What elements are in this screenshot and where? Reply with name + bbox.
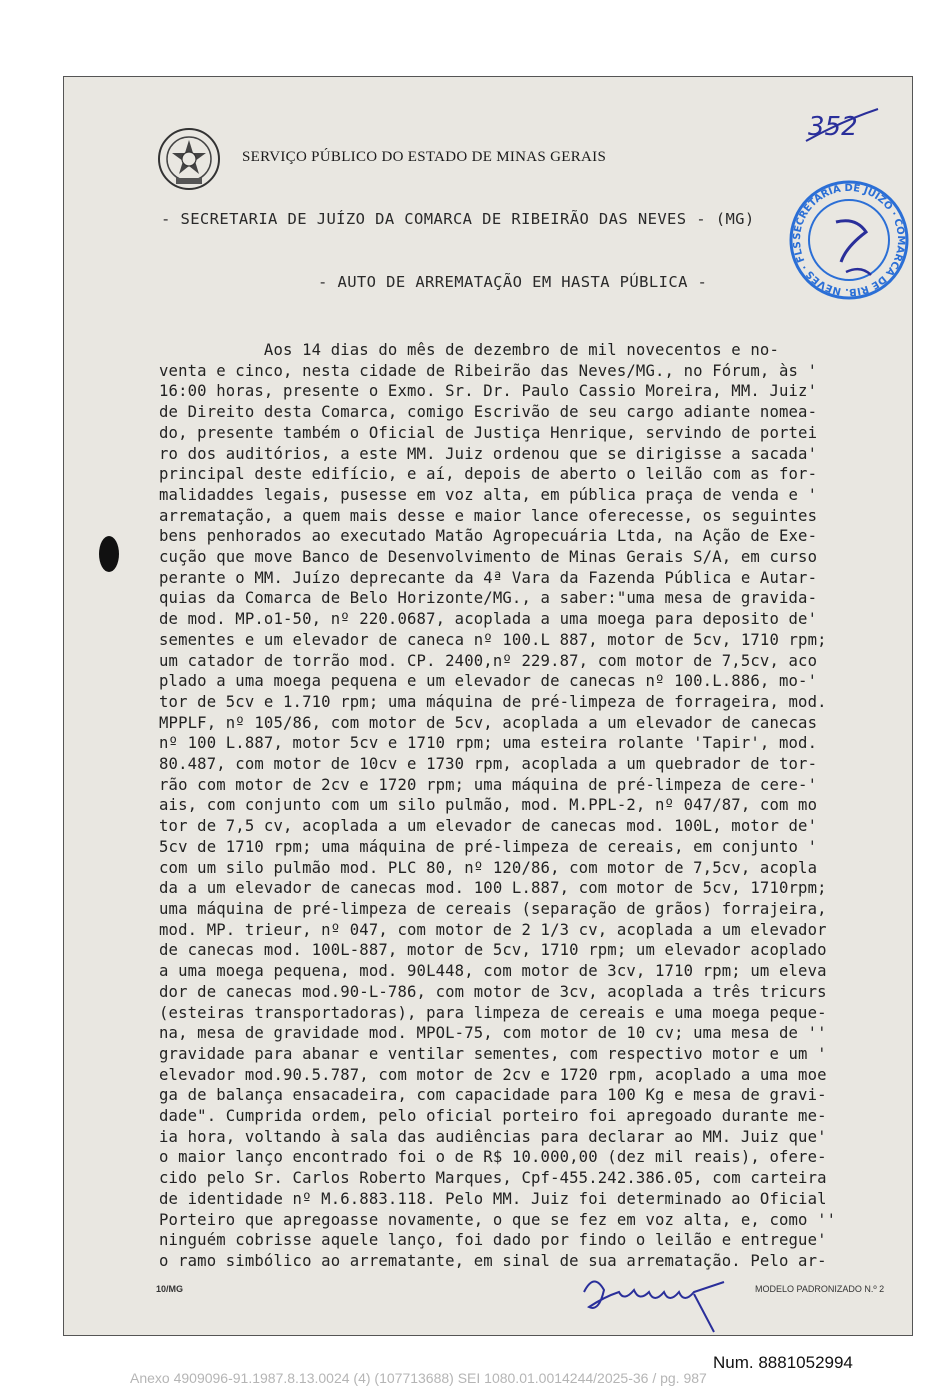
body-line: um catador de torrão mod. CP. 2400,nº 229.87, com motor de 7,5cv, aco [159, 651, 818, 670]
body-line: na, mesa de gravidade mod. MPOL-75, com motor de 10 cv; uma mesa de '' [159, 1024, 827, 1043]
body-line: Aos 14 dias do mês de dezembro de mil novecentos e no- [159, 341, 779, 359]
body-line: tor de 5cv e 1.710 rpm; uma máquina de pré-limpeza de forrageira, mod. [159, 692, 827, 711]
body-line: quias da Comarca de Belo Horizonte/MG., a saber:"uma mesa de gravida- [159, 589, 818, 608]
body-line: dor de canecas mod.90-L-786, com motor de 3cv, acoplada a três tricurs [159, 982, 827, 1001]
body-line: elevador mod.90.5.787, com motor de 2cv e 1720 rpm, acoplado a uma moe [159, 1065, 827, 1084]
body-line: bens penhorados ao executado Matão Agropecuária Ltda, na Ação de Exe- [159, 527, 818, 546]
body-line: principal deste edifício, e aí, depois de aberto o leilão com as for- [159, 465, 818, 484]
body-line: 5cv de 1710 rpm; uma máquina de pré-limpeza de cereais, em conjunto ' [159, 837, 818, 856]
body-line: mod. MP. trieur, nº 047, com motor de 2 1/3 cv, acoplada a um elevador [159, 920, 827, 939]
footer-model-label: MODELO PADRONIZADO N.º 2 [755, 1284, 885, 1294]
margin-ink-blot [96, 532, 122, 576]
body-line: de identidade nº M.6.883.118. Pelo MM. Juiz foi determinado ao Oficial [159, 1189, 827, 1208]
handwritten-page-number-text: 352 [808, 112, 858, 142]
body-line: o maior lanço encontrado foi o de R$ 10.000,00 (dez mil reais), ofere- [159, 1148, 827, 1167]
body-line: venta e cinco, nesta cidade de Ribeirão das Neves/MG., no Fórum, às ' [159, 361, 818, 380]
handwritten-page-number [802, 101, 882, 151]
body-line: arrematação, a quem mais desse e maior lance oferecesse, os seguintes [159, 506, 818, 525]
body-line: a uma moega pequena, mod. 90L448, com motor de 3cv, 1710 rpm; um eleva [159, 962, 827, 981]
body-line: rão com motor de 2cv e 1720 rpm; uma máquina de pré-limpeza de cere-' [159, 775, 818, 794]
body-line: malidaddes legais, pusesse em voz alta, em pública praça de venda e ' [159, 485, 818, 504]
court-stamp-icon [786, 177, 912, 303]
body-line: plado a uma moega pequena e um elevador de canecas nº 100.L.886, mo-' [159, 672, 818, 691]
body-line: de Direito desta Comarca, comigo Escrivão de seu cargo adiante nomea- [159, 403, 818, 422]
body-line: tor de 7,5 cv, acoplada a um elevador de canecas mod. 100L, motor de' [159, 817, 818, 836]
body-line: de mod. MP.o1-50, nº 220.0687, acoplada a uma moega para deposito de' [159, 610, 818, 629]
body-line: (esteiras transportadoras), para limpeza de cereais e uma moega peque- [159, 1003, 827, 1022]
document-number-label: Num. 8881052994 [713, 1353, 853, 1372]
body-line: 80.487, com motor de 10cv e 1730 rpm, acoplada a um quebrador de tor- [159, 755, 818, 774]
header-title: SERVIÇO PÚBLICO DO ESTADO DE MINAS GERAIS [242, 149, 607, 165]
body-line: da a um elevador de canecas mod. 100 L.887, com motor de 5cv, 1710rpm; [159, 879, 827, 898]
body-line: cido pelo Sr. Carlos Roberto Marques, Cpf-455.242.386.05, com carteira [159, 1169, 827, 1188]
stamp-text: SECRETARIA DE JUIZO · COMARCA DE RIB. NEVES · FLS [791, 182, 907, 298]
body-line: de canecas mod. 100L-887, motor de 5cv, 1710 rpm; um elevador acoplado [159, 941, 827, 960]
body-line: nº 100 L.887, motor 5cv e 1710 rpm; uma esteira rolante 'Tapir', mod. [159, 734, 818, 753]
annex-reference-label: Anexo 4909096-91.1987.8.13.0024 (4) (107713688) SEI 1080.01.0014244/2025-36 / pg. 987 [130, 1370, 707, 1386]
footer-form-code: 10/MG [156, 1284, 184, 1294]
body-line: Porteiro que apregoasse novamente, o que se fez em voz alta, e, como '' [159, 1210, 837, 1229]
body-line: uma máquina de pré-limpeza de cereais (separação de grãos) forrajeira, [159, 899, 827, 918]
body-line: ninguém cobrisse aquele lanço, foi dado por findo o leilão e entregue' [159, 1231, 827, 1250]
body-line: dade". Cumprida ordem, pelo oficial porteiro foi apregoado durante me- [159, 1107, 827, 1126]
scanned-document-page [63, 76, 913, 1336]
body-line: do, presente também o Oficial de Justiça Henrique, servindo de portei [159, 423, 818, 442]
body-line: com um silo pulmão mod. PLC 80, nº 120/86, com motor de 7,5cv, acopla [159, 858, 818, 877]
body-line: o ramo simbólico ao arrematante, em sinal de sua arrematação. Pelo ar- [159, 1251, 827, 1270]
coat-of-arms-icon [156, 126, 222, 192]
body-line: ia hora, voltando à sala das audiências para declarar ao MM. Juiz que' [159, 1127, 827, 1146]
body-line: cução que move Banco de Desenvolvimento de Minas Gerais S/A, em curso [159, 548, 818, 567]
handwritten-signature [574, 1262, 734, 1342]
body-line: ais, com conjunto com um silo pulmão, mod. M.PPL-2, nº 047/87, com mo [159, 796, 818, 815]
body-line: ro dos auditórios, a este MM. Juiz ordenou que se dirigisse a sacada' [159, 444, 818, 463]
body-line: 16:00 horas, presente o Exmo. Sr. Dr. Paulo Cassio Moreira, MM. Juiz' [159, 382, 818, 401]
secretaria-heading: - SECRETARIA DE JUÍZO DA COMARCA DE RIBEIRÃO DAS NEVES - (MG) [161, 210, 755, 228]
document-body [159, 340, 889, 1272]
body-line: sementes e um elevador de caneca nº 100.L 887, motor de 5cv, 1710 rpm; [159, 630, 827, 649]
body-line: gravidade para abanar e ventilar sementes, com respectivo motor e um ' [159, 1044, 827, 1063]
document-title: - AUTO DE ARREMATAÇÃO EM HASTA PÚBLICA - [318, 273, 708, 291]
body-line: ga de balança ensacadeira, com capacidade para 100 Kg e mesa de gravi- [159, 1086, 827, 1105]
body-line: MPPLF, nº 105/86, com motor de 5cv, acoplada a um elevador de canecas [159, 713, 818, 732]
body-line: perante o MM. Juízo deprecante da 4ª Vara da Fazenda Pública e Autar- [159, 568, 818, 587]
